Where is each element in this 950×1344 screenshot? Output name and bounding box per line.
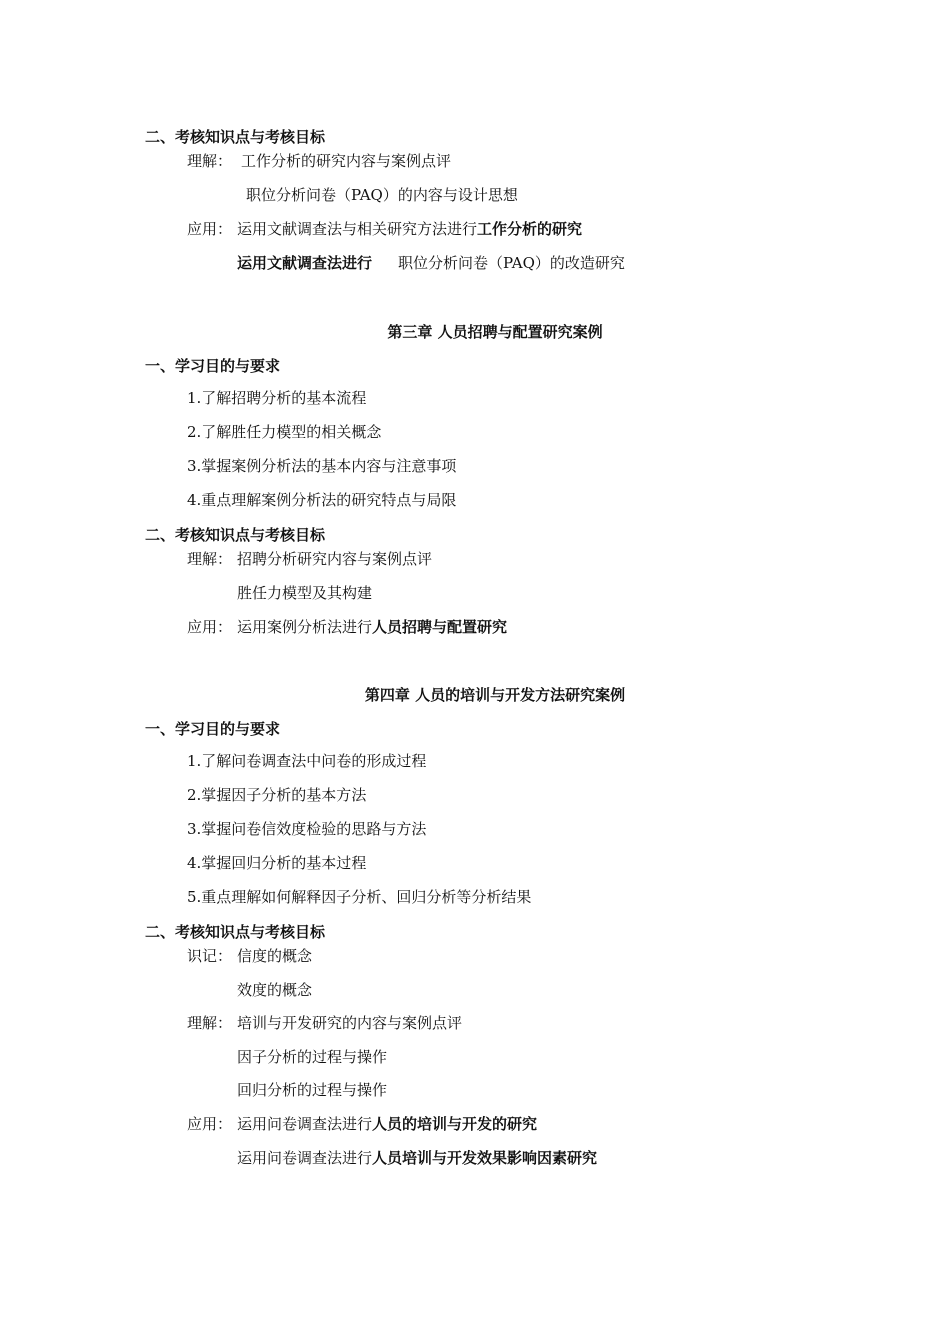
list-item: 3.掌握问卷信效度检验的思路与方法	[187, 820, 427, 838]
apply-item-plain: 运用案例分析法进行	[237, 618, 373, 636]
list-item: 1.了解问卷调查法中问卷的形成过程	[187, 752, 427, 770]
apply-label: 应用：	[187, 618, 233, 636]
chapter-title: 第三章 人员招聘与配置研究案例	[387, 323, 603, 341]
list-item: 1.了解招聘分析的基本流程	[187, 389, 367, 407]
recall-label: 识记：	[187, 947, 233, 965]
apply-item-plain: 运用问卷调查法进行	[237, 1115, 373, 1133]
apply-item	[237, 1148, 597, 1168]
section-heading: 一、学习目的与要求	[145, 357, 281, 375]
apply-item-bold: 工作分析的研究	[477, 220, 583, 238]
understand-label: 理解：	[187, 152, 233, 170]
list-item: 4.重点理解案例分析法的研究特点与局限	[187, 491, 457, 509]
apply-item	[237, 253, 625, 273]
list-item: 2.了解胜任力模型的相关概念	[187, 423, 382, 441]
section-heading: 一、学习目的与要求	[145, 720, 281, 738]
apply-item-bold: 人员招聘与配置研究	[372, 618, 508, 636]
understand-item: 工作分析的研究内容与案例点评	[241, 152, 452, 170]
apply-item-bold: 运用文献调查法进行	[237, 254, 373, 272]
apply-label: 应用：	[187, 1115, 233, 1133]
apply-item-plain: 运用问卷调查法进行	[237, 1149, 373, 1167]
recall-item: 信度的概念	[237, 947, 313, 965]
apply-item	[237, 1114, 537, 1134]
list-item: 5.重点理解如何解释因子分析、回归分析等分析结果	[187, 888, 532, 906]
understand-label: 理解：	[187, 1014, 233, 1032]
apply-label: 应用：	[187, 220, 233, 238]
understand-item: 招聘分析研究内容与案例点评	[237, 550, 433, 568]
understand-label: 理解：	[187, 550, 233, 568]
apply-item-bold: 人员培训与开发效果影响因素研究	[372, 1149, 598, 1167]
understand-item: 职位分析问卷（PAQ）的内容与设计思想	[246, 186, 518, 204]
apply-item-plain: 职位分析问卷（PAQ）的改造研究	[398, 254, 625, 272]
understand-item: 胜任力模型及其构建	[237, 584, 373, 602]
understand-item: 因子分析的过程与操作	[237, 1048, 388, 1066]
apply-item	[237, 617, 507, 637]
apply-item-plain: 运用文献调查法与相关研究方法进行	[237, 220, 478, 238]
recall-item: 效度的概念	[237, 981, 313, 999]
apply-item	[237, 219, 582, 239]
section-heading: 二、考核知识点与考核目标	[145, 526, 326, 544]
list-item: 2.掌握因子分析的基本方法	[187, 786, 367, 804]
chapter-title: 第四章 人员的培训与开发方法研究案例	[364, 686, 626, 704]
list-item: 3.掌握案例分析法的基本内容与注意事项	[187, 457, 457, 475]
section-heading: 二、考核知识点与考核目标	[145, 128, 326, 146]
understand-item: 培训与开发研究的内容与案例点评	[237, 1014, 463, 1032]
apply-item-bold: 人员的培训与开发的研究	[372, 1115, 538, 1133]
understand-item: 回归分析的过程与操作	[237, 1081, 388, 1099]
section-heading: 二、考核知识点与考核目标	[145, 923, 326, 941]
list-item: 4.掌握回归分析的基本过程	[187, 854, 367, 872]
